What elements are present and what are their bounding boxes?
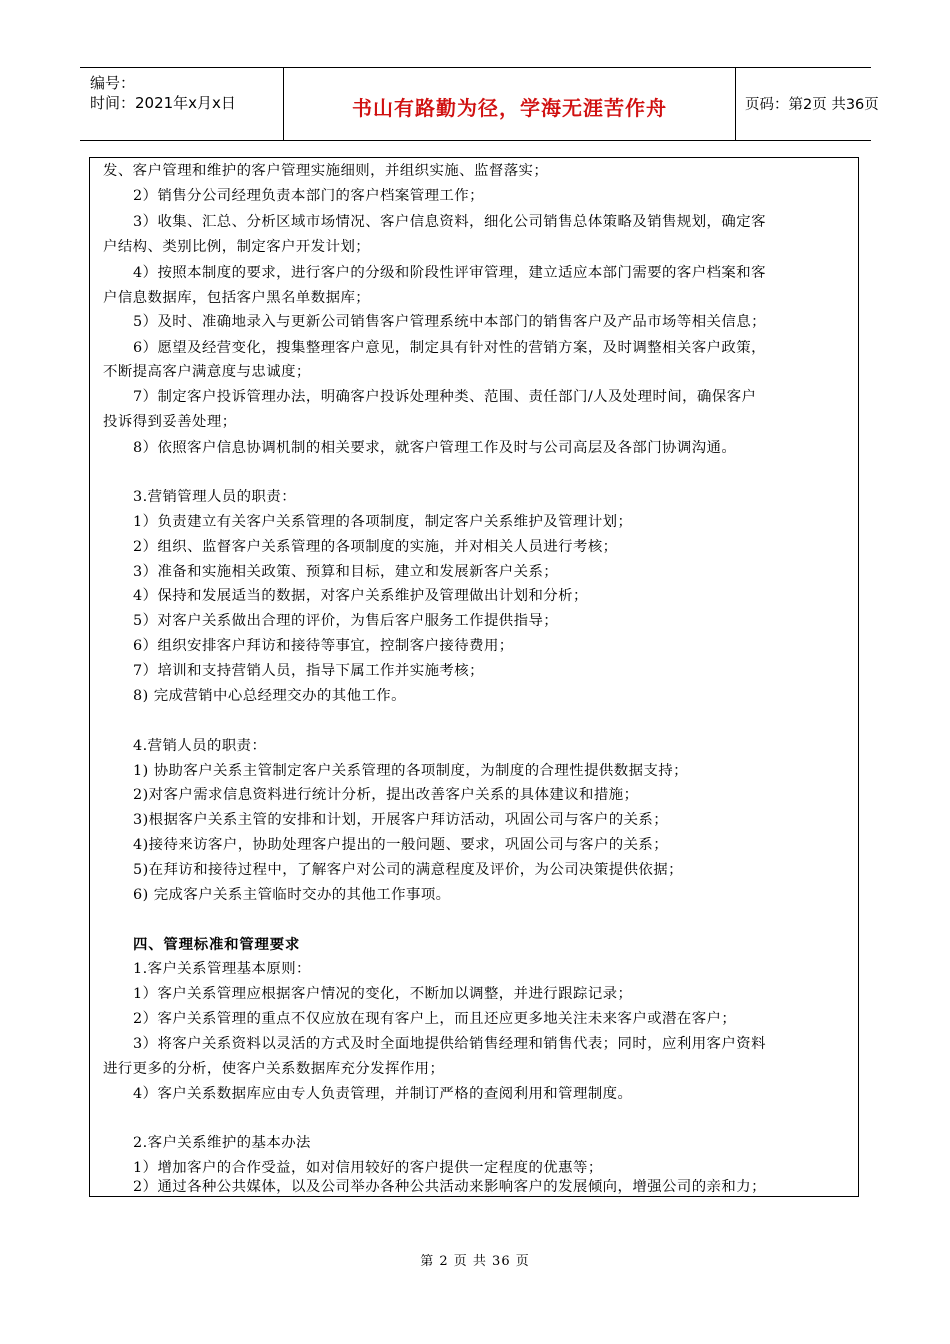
header-motto-cell [283,68,736,140]
text-line: 2）组织、监督客户关系管理的各项制度的实施，并对相关人员进行考核； [133,539,618,555]
text-line: 6) 完成客户关系主管临时交办的其他工作事项。 [133,887,451,903]
number-label: 编号： [90,74,136,92]
page-footer: 第 2 页 共 36 页 [420,1254,530,1269]
text-line: 户结构、类别比例，制定客户开发计划； [103,239,371,255]
header-page-cell [735,68,879,140]
text-line: 1）客户关系管理应根据客户情况的变化，不断加以调整，并进行跟踪记录； [133,986,633,1002]
chapter-heading: 四、管理标准和管理要求 [133,937,301,953]
section-heading: 2.客户关系维护的基本办法 [133,1135,311,1151]
section-heading: 4.营销人员的职责： [133,738,267,754]
header-page-label: 页码：第2页 共36页 [745,97,879,113]
text-line: 6）组织安排客户拜访和接待等事宜，控制客户接待费用； [133,638,514,654]
text-line: 不断提高客户满意度与忠诚度； [103,364,311,380]
text-line: 3）准备和实施相关政策、预算和目标，建立和发展新客户关系； [133,564,559,580]
text-line: 4）按照本制度的要求，进行客户的分级和阶段性评审管理，建立适应本部门需要的客户档案和客 [133,265,766,281]
text-line: 4)接待来访客户，协助处理客户提出的一般问题、要求，巩固公司与客户的关系； [133,837,669,853]
text-line: 投诉得到妥善处理； [103,414,237,430]
date-label: 时间：2021年x月x日 [90,94,236,112]
text-line: 发、客户管理和维护的客户管理实施细则，并组织实施、监督落实； [103,163,549,179]
text-line: 8) 完成营销中心总经理交办的其他工作。 [133,688,406,704]
section-heading: 3.营销管理人员的职责： [133,489,297,505]
content-box [89,157,859,1197]
text-line: 7）培训和支持营销人员，指导下属工作并实施考核； [133,663,484,679]
text-line: 3)根据客户关系主管的安排和计划，开展客户拜访活动，巩固公司与客户的关系； [133,812,669,828]
text-line: 2）通过各种公共媒体，以及公司举办各种公共活动来影响客户的发展倾向，增强公司的亲和力； [133,1179,766,1195]
text-line: 7）制定客户投诉管理办法，明确客户投诉处理种类、范围、责任部门/人及处理时间，确保客户 [133,389,757,405]
text-line: 2)对客户需求信息资料进行统计分析，提出改善客户关系的具体建议和措施； [133,787,639,803]
text-line: 5）对客户关系做出合理的评价，为售后客户服务工作提供指导； [133,613,559,629]
text-line: 1）负责建立有关客户关系管理的各项制度，制定客户关系维护及管理计划； [133,514,633,530]
text-line: 1）增加客户的合作受益，如对信用较好的客户提供一定程度的优惠等； [133,1160,603,1176]
text-line: 4）保持和发展适当的数据，对客户关系维护及管理做出计划和分析； [133,588,588,604]
header-info-cell [80,68,283,140]
text-line: 3）收集、汇总、分析区域市场情况、客户信息资料，细化公司销售总体策略及销售规划，确定客 [133,214,766,230]
text-line: 2）销售分公司经理负责本部门的客户档案管理工作； [133,188,484,204]
text-line: 3）将客户关系资料以灵活的方式及时全面地提供给销售经理和销售代表；同时，应利用客户资料 [133,1036,766,1052]
text-line: 6）愿望及经营变化，搜集整理客户意见，制定具有针对性的营销方案，及时调整相关客户政策， [133,340,766,356]
motto-text: 书山有路勤为径，学海无涯苦作舟 [352,96,667,120]
text-line: 2）客户关系管理的重点不仅应放在现有客户上，而且还应更多地关注未来客户或潜在客户； [133,1011,737,1027]
text-line: 5）及时、准确地录入与更新公司销售客户管理系统中本部门的销售客户及产品市场等相关信息； [133,314,766,330]
text-line: 1) 协助客户关系主管制定客户关系管理的各项制度，为制度的合理性提供数据支持； [133,763,688,779]
text-line: 8）依照客户信息协调机制的相关要求，就客户管理工作及时与公司高层及各部门协调沟通。 [133,440,737,456]
document-header [80,67,879,141]
text-line: 进行更多的分析，使客户关系数据库充分发挥作用； [103,1061,445,1077]
text-line: 户信息数据库，包括客户黑名单数据库； [103,290,371,306]
text-line: 4）客户关系数据库应由专人负责管理，并制订严格的查阅利用和管理制度。 [133,1086,633,1102]
section-heading: 1.客户关系管理基本原则： [133,961,311,977]
text-line: 5)在拜访和接待过程中，了解客户对公司的满意程度及评价，为公司决策提供依据； [133,862,683,878]
